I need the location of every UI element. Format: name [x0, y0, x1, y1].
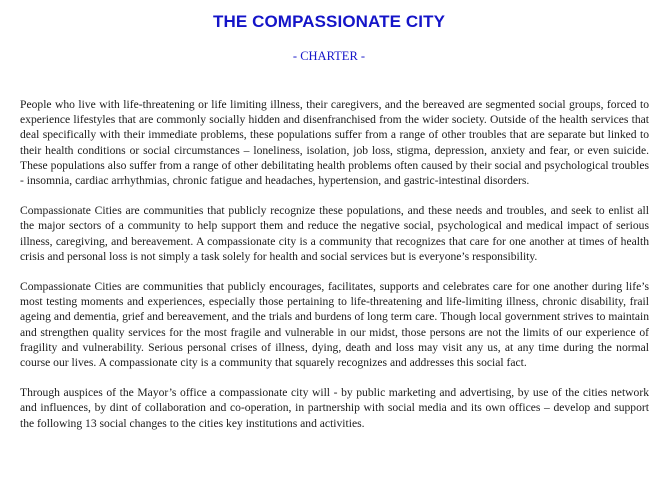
document-subtitle: - CHARTER -	[292, 49, 366, 63]
paragraph-encouragement: Compassionate Cities are communities that publicly encourages, facilitates, supports and celebrates care for one another during life’s most testing moments and experiences, especially those pertaining to life-threatening and life-limiting illness, chronic disability, frail ageing and dementia, grief and bereavement, and the trials and burdens of long term care. Though local government strives to maintain and strengthen quality services for the most fragile and vulnerable in our midst, those persons are not the limits of our experience of fragility and vulnerability. Serious personal crises of illness, dying, death and loss may visit any us, at any time during the normal course our lives. A compassionate city is a community that squarely recognizes and addresses this social fact.	[20, 280, 649, 370]
paragraph-definition: Compassionate Cities are communities that publicly recognize these populations, and these needs and troubles, and seek to enlist all the major sectors of a community to help support them and reduce the negative social, psychological and medical impact of serious illness, caregiving, and bereavement. A compassionate city is a community that recognizes that care for one another at times of health crisis and personal loss is not simply a task solely for health and social services but is everyone’s responsibility.	[20, 204, 649, 263]
paragraph-mayor-office: Through auspices of the Mayor’s office a compassionate city will - by public marketing and advertising, by use of the cities network and influences, by dint of collaboration and co-operation, in partnership with social media and its own offices – develop and support the following 13 social changes to the cities key institutions and activities.	[20, 386, 649, 430]
document-title: THE COMPASSIONATE CITY	[212, 12, 446, 31]
paragraph-intro: People who live with life-threatening or life limiting illness, their caregivers, and the bereaved are segmented social groups, forced to experience lifestyles that are commonly socially hidden and disenfranchised from the wider society. Outside of the health services that deal specifically with their immediate problems, these populations suffer from a range of other troubles that are separate but linked to their health conditions or social circumstances – loneliness, isolation, job loss, stigma, depression, anxiety and fear, or even suicide. These populations also suffer from a range of other debilitating health problems often caused by their social and psychological troubles - insomnia, cardiac arrhythmias, chronic fatigue and headaches, hypertension, and gastric-intestinal disorders.	[20, 98, 649, 188]
document-body	[20, 97, 649, 446]
